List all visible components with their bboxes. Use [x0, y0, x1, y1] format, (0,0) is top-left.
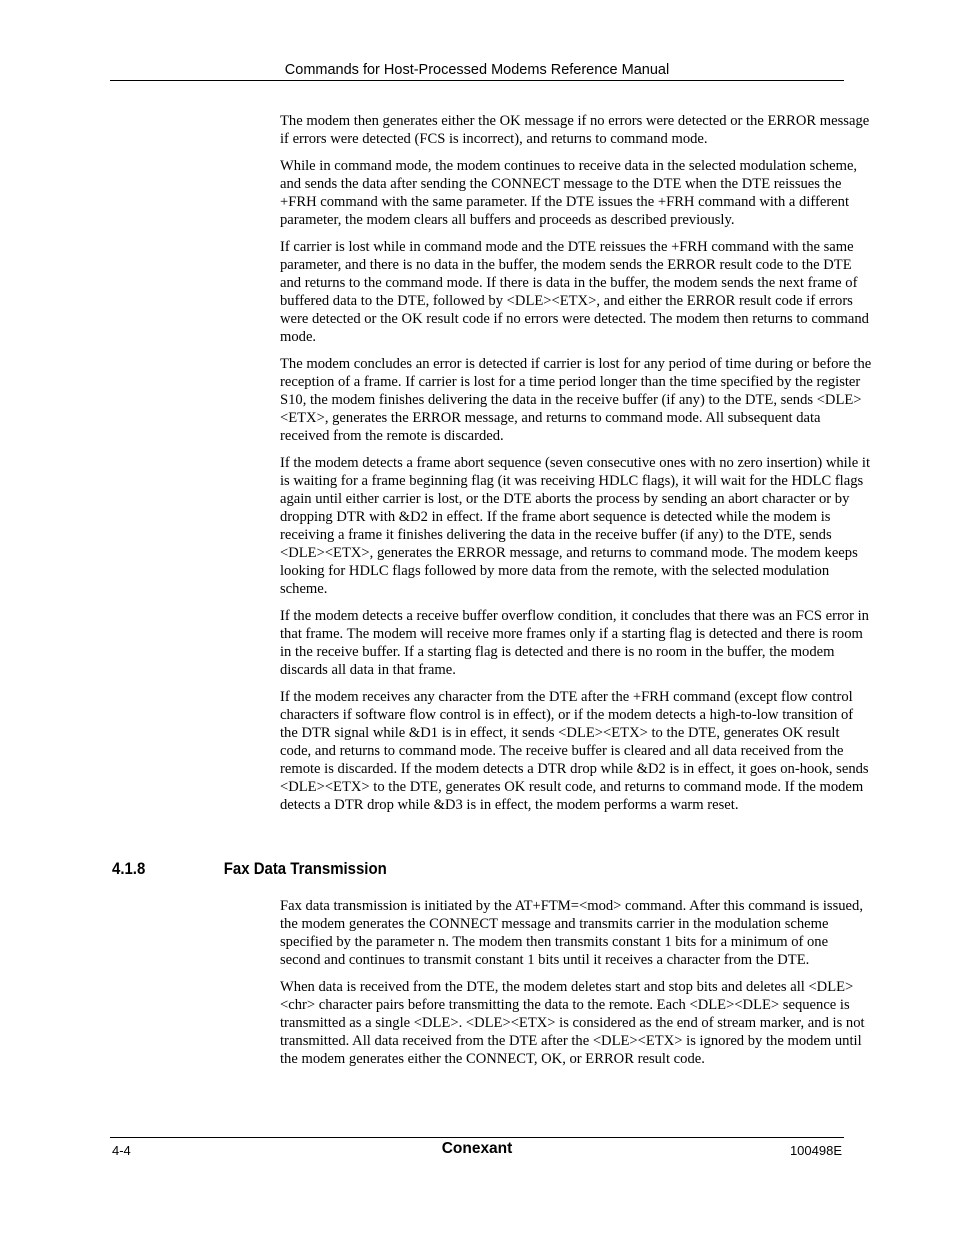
- body-text-after-section: [280, 897, 872, 1077]
- paragraph: The modem concludes an error is detected if carrier is lost for any period of time during or before the reception of a frame. If carrier is lost for a time period longer than the time specified by the register S10, the modem finishes delivering the data in the receive buffer (if any) to the DTE, sends <DLE><ETX>, generates the ERROR message, and returns to command mode. All subsequent data received from the remote is discarded.: [280, 356, 872, 444]
- footer-company-name: Conexant: [441, 1140, 513, 1157]
- footer-page-number: 4-4: [112, 1143, 131, 1158]
- paragraph: If the modem detects a receive buffer overflow condition, it concludes that there was an FCS error in that frame. The modem will receive more frames only if a starting flag is detected and there is room in the receive buffer. If a starting flag is detected and there is no room in the buffer, the modem discards all data in that frame.: [280, 608, 869, 678]
- paragraph: While in command mode, the modem continues to receive data in the selected modulation scheme, and sends the data after sending the CONNECT message to the DTE when the DTE reissues the +FRH command with the same parameter. If the DTE issues the +FRH command with a different parameter, the modem clears all buffers and proceeds as described previously.: [280, 158, 858, 228]
- header-divider: [110, 80, 844, 81]
- section-heading: [112, 859, 387, 879]
- paragraph: If the modem receives any character from the DTE after the +FRH command (except flow control characters if software flow control is in effect), or if the modem detects a high-to-low transition of the DTR signal while &D1 is in effect, it sends <DLE><ETX> to the DTE, generates OK result code, and returns to command mode. The receive buffer is cleared and all data received from the remote is discarded. If the modem detects a DTR drop while &D2 is in effect, it goes on-hook, sends <DLE><ETX> to the DTE, generates OK result code, and returns to command mode. If the modem detects a DTR drop while &D3 is in effect, the modem performs a warm reset.: [280, 689, 869, 813]
- paragraph: The modem then generates either the OK message if no errors were detected or the ERROR message if errors were detected (FCS is incorrect), and returns to command mode.: [280, 113, 870, 147]
- footer-divider: [110, 1137, 844, 1138]
- section-number: 4.1.8: [112, 859, 146, 878]
- section-title: Fax Data Transmission: [223, 859, 387, 878]
- paragraph: If carrier is lost while in command mode and the DTE reissues the +FRH command with the same parameter, and there is no data in the buffer, the modem sends the ERROR result code to the DTE and returns to the command mode. If there is data in the buffer, the modem sends the next frame of buffered data to the DTE, followed by <DLE><ETX>, and either the ERROR result code if errors were detected or the OK result code if no errors were detected. The modem then returns to command mode.: [280, 239, 869, 345]
- paragraph: When data is received from the DTE, the modem deletes start and stop bits and deletes all <DLE><chr> character pairs before transmitting the data to the remote. Each <DLE><DLE> sequence is transmitted as a single <DLE>. <DLE><ETX> is considered as the end of stream marker, and is not transmitted. All data received from the DTE after the <DLE><ETX> is ignored by the modem until the modem generates either the CONNECT, OK, or ERROR result code.: [280, 979, 865, 1067]
- paragraph: If the modem detects a frame abort sequence (seven consecutive ones with no zero insertion) while it is waiting for a frame beginning flag (it was receiving HDLC flags), it will wait for the HDLC flags again until either carrier is lost, or the DTE aborts the process by sending an abort character or by dropping DTR with &D2 in effect. If the frame abort sequence is detected while the modem is receiving a frame it finishes delivering the data in the receive buffer (if any) to the DTE, sends <DLE><ETX>, generates the ERROR message, and returns to command mode. The modem keeps looking for HDLC flags followed by more data from the remote, with the selected modulation scheme.: [280, 455, 871, 597]
- footer-document-number: 100498E: [789, 1143, 842, 1158]
- running-header-title: Commands for Host-Processed Modems Reference Manual: [284, 62, 670, 78]
- paragraph: Fax data transmission is initiated by the AT+FTM=<mod> command. After this command is issued, the modem generates the CONNECT message and transmits carrier in the modulation scheme specified by the parameter n. The modem then transmits constant 1 bits for a minimum of one second and continues to transmit constant 1 bits until it receives a character from the DTE.: [280, 898, 863, 968]
- body-text-before-section: [280, 112, 872, 823]
